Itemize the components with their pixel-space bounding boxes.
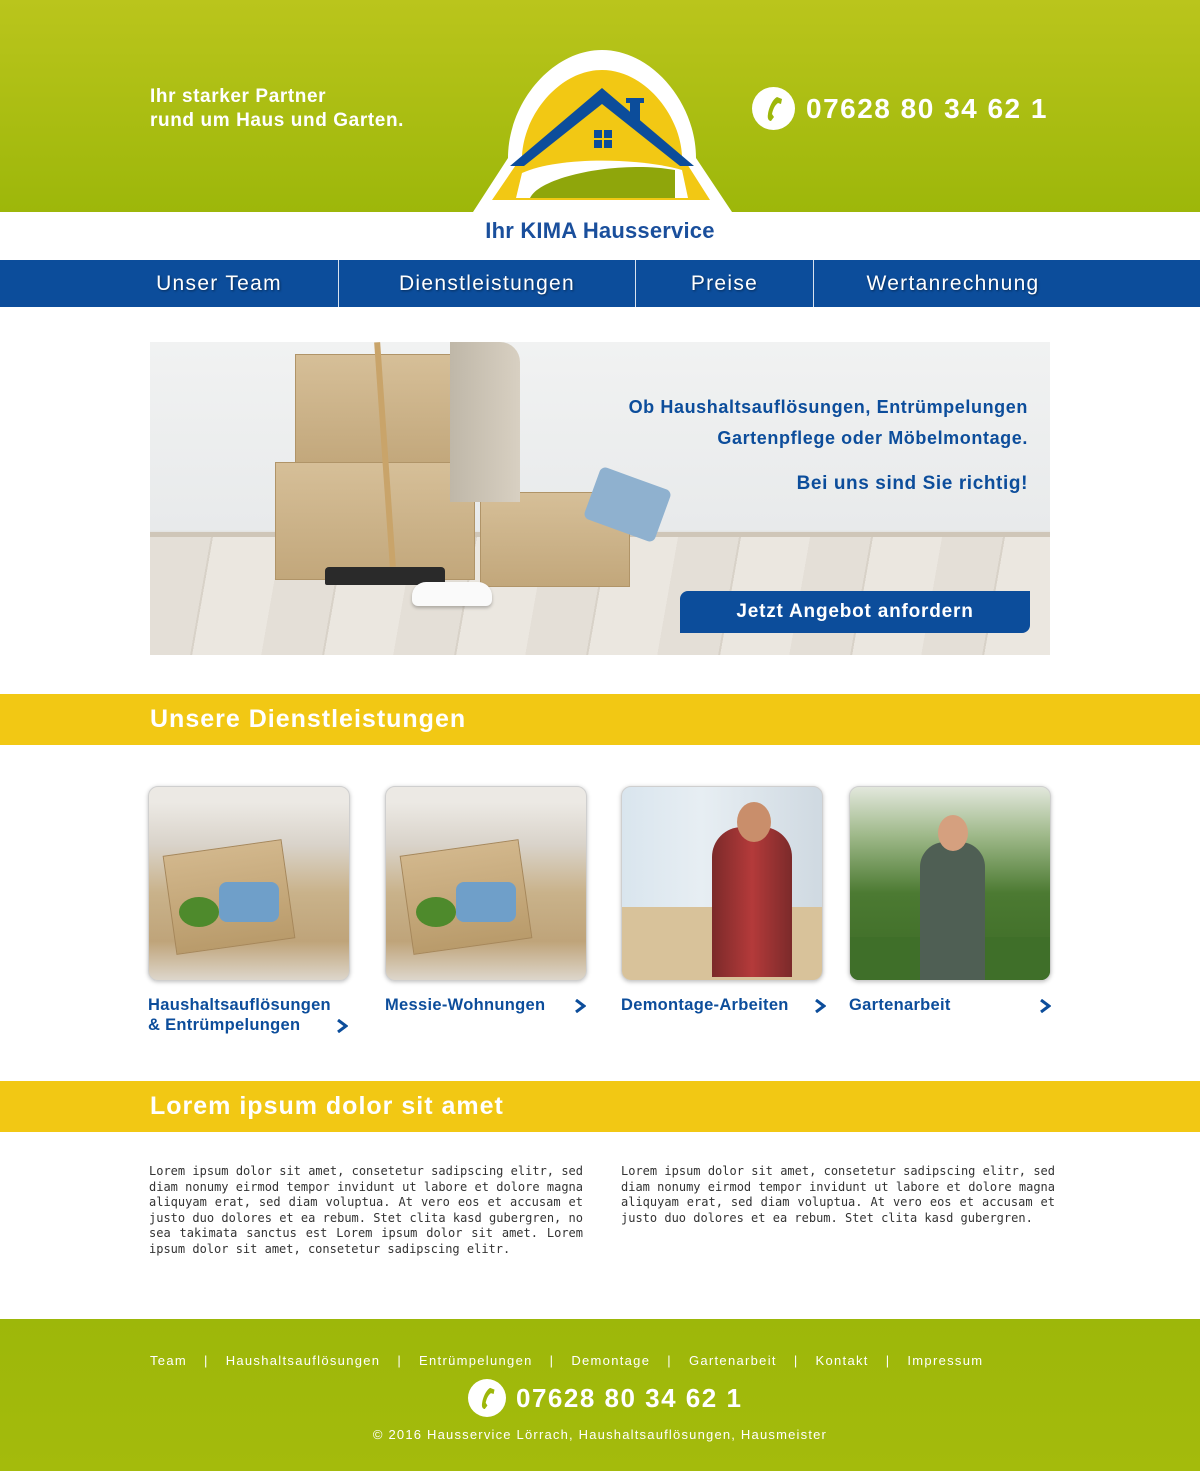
hero-line-3: Bei uns sind Sie richtig!	[796, 473, 1028, 494]
main-nav	[0, 260, 1200, 307]
services-heading-bar	[0, 694, 1200, 745]
gardener-head-shape	[938, 815, 968, 851]
text-column-2: Lorem ipsum dolor sit amet, consetetur sadipscing elitr, sed diam nonumy eirmod tempor invidunt ut labore et dolore magna aliquyam erat, sed diam voluptua. At vero eos et accusam et justo duo dolores et ea rebum. Stet clita kasd gubergren.	[621, 1164, 1055, 1225]
footer-nav	[150, 1353, 983, 1368]
plant-shape	[179, 897, 219, 927]
text-section-heading-bar	[0, 1081, 1200, 1132]
worker-photo-icon	[712, 827, 792, 977]
text-column-1: Lorem ipsum dolor sit amet, consetetur sadipscing elitr, sed diam nonumy eirmod tempor invidunt ut labore et dolore magna aliquyam erat, sed diam voluptua. At vero eos et accusam et justo duo dolores et ea rebum. Stet clita kasd gubergren, no sea takimata sanctus est Lorem ipsum dolor sit amet. Lorem ipsum dolor sit amet, consetetur sadipscing elitr.	[149, 1164, 583, 1256]
footer-separator: |	[667, 1353, 672, 1368]
dustpan-icon	[412, 582, 492, 606]
phone-icon	[752, 87, 795, 130]
tagline	[150, 85, 404, 133]
nav-item-services[interactable]: Dienstleistungen	[339, 260, 636, 307]
service-label-2[interactable]: Messie-Wohnungen	[385, 996, 546, 1014]
footer-separator: |	[549, 1353, 555, 1368]
tagline-line-1: Ihr starker Partner	[150, 86, 327, 107]
header-phone[interactable]	[752, 87, 1048, 130]
service-label-4[interactable]: Gartenarbeit	[849, 996, 951, 1014]
service-label-3[interactable]: Demontage-Arbeiten	[621, 996, 789, 1014]
footer-link-team[interactable]: Team	[150, 1353, 187, 1368]
gardener-photo-icon	[920, 842, 985, 981]
chevron-right-icon[interactable]	[336, 1019, 348, 1033]
request-quote-button[interactable]: Jetzt Angebot anfordern	[680, 591, 1030, 633]
nav-item-team[interactable]: Unser Team	[100, 260, 339, 307]
footer-link-contact[interactable]: Kontakt	[815, 1353, 869, 1368]
nav-item-value-credit[interactable]: Wertanrechnung	[866, 271, 1040, 295]
chevron-right-icon[interactable]	[574, 999, 586, 1013]
towel-shape	[456, 882, 516, 922]
footer-phone[interactable]	[468, 1379, 742, 1417]
services-title: Unsere Dienstleistungen	[150, 705, 467, 733]
footer-link-imprint[interactable]: Impressum	[907, 1353, 984, 1368]
towel-shape	[219, 882, 279, 922]
nav-item-prices[interactable]: Preise	[636, 260, 814, 307]
worker-head-shape	[737, 802, 771, 842]
service-card-image-4[interactable]	[849, 786, 1051, 981]
service-label-1-line-2: & Entrümpelungen	[148, 1016, 301, 1034]
hero-text	[629, 392, 1028, 499]
footer-phone-number: 07628 80 34 62 1	[516, 1382, 743, 1413]
chevron-right-icon[interactable]	[1039, 999, 1051, 1013]
header-phone-number: 07628 80 34 62 1	[806, 92, 1048, 124]
footer-link-dismantling[interactable]: Demontage	[571, 1353, 651, 1368]
chevron-right-icon[interactable]	[814, 999, 826, 1013]
footer-separator: |	[204, 1353, 209, 1368]
footer	[0, 1319, 1200, 1471]
service-card-image-3[interactable]	[621, 786, 823, 981]
hero-box-bottom	[275, 462, 475, 580]
hero-line-1: Ob Haushaltsauflösungen, Entrümpelungen	[628, 397, 1028, 417]
footer-link-clearance[interactable]: Entrümpelungen	[419, 1353, 533, 1368]
footer-link-household[interactable]: Haushaltsauflösungen	[225, 1353, 381, 1368]
service-label-1-line-1: Haushaltsauflösungen	[148, 996, 331, 1014]
footer-link-garden[interactable]: Gartenarbeit	[688, 1353, 777, 1368]
service-card-image-1[interactable]	[148, 786, 350, 981]
footer-separator: |	[793, 1353, 799, 1368]
hero-rug	[450, 342, 520, 502]
text-section-title: Lorem ipsum dolor sit amet	[150, 1092, 504, 1120]
plant-shape	[416, 897, 456, 927]
phone-icon	[468, 1379, 506, 1417]
service-label-1[interactable]	[148, 995, 331, 1035]
footer-separator: |	[397, 1353, 403, 1368]
hero-banner	[150, 342, 1050, 655]
tagline-line-2: rund um Haus und Garten.	[150, 110, 405, 131]
service-card-image-2[interactable]	[385, 786, 587, 981]
footer-separator: |	[885, 1353, 891, 1368]
brand-name[interactable]: Ihr KIMA Hausservice	[485, 218, 715, 243]
copyright: © 2016 Hausservice Lörrach, Haushaltsauflösungen, Hausmeister	[372, 1427, 828, 1442]
hero-line-2: Gartenpflege oder Möbelmontage.	[717, 428, 1028, 448]
